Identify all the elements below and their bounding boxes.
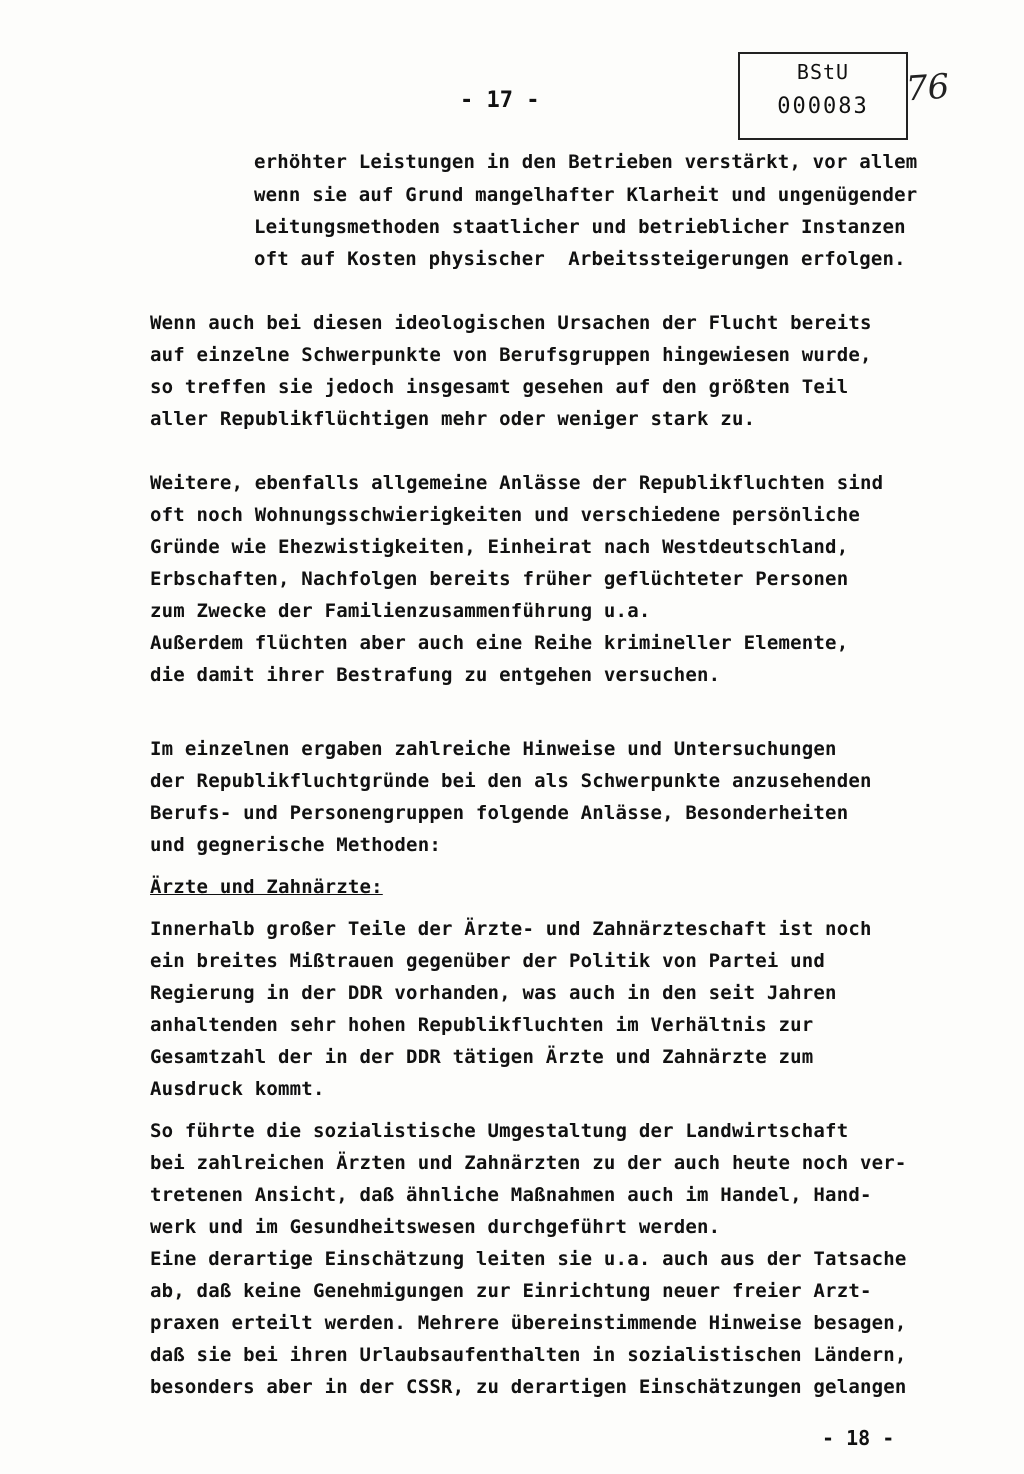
text-line: oft auf Kosten physischer Arbeitssteigerungen erfolgen. [254,248,906,270]
text-line: wenn sie auf Grund mangelhafter Klarheit und ungenügender [254,184,918,206]
text-line: Weitere, ebenfalls allgemeine Anlässe der Republikfluchten sind [150,472,884,494]
text-line: Wenn auch bei diesen ideologischen Ursachen der Flucht bereits [150,312,872,334]
text-line: Ausdruck kommt. [150,1078,325,1100]
text-line: werk und im Gesundheitswesen durchgeführt werden. [150,1216,721,1238]
section-heading: Ärzte und Zahnärzte: [150,876,383,898]
text-line: Leitungsmethoden staatlicher und betrieblicher Instanzen [254,216,906,238]
text-line: besonders aber in der CSSR, zu derartigen Einschätzungen gelangen [150,1376,907,1398]
text-line: praxen erteilt werden. Mehrere übereinstimmende Hinweise besagen, [150,1312,907,1334]
text-line: aller Republikflüchtigen mehr oder weniger stark zu. [150,408,756,430]
text-line: tretenen Ansicht, daß ähnliche Maßnahmen auch im Handel, Hand- [150,1184,872,1206]
text-line: anhaltenden sehr hohen Republikfluchten im Verhältnis zur [150,1014,814,1036]
text-line: bei zahlreichen Ärzten und Zahnärzten zu der auch heute noch ver- [150,1152,907,1174]
text-line: Außerdem flüchten aber auch eine Reihe krimineller Elemente, [150,632,849,654]
text-line: erhöhter Leistungen in den Betrieben verstärkt, vor allem [254,151,918,173]
text-line: zum Zwecke der Familienzusammenführung u.a. [150,600,651,622]
text-line: so treffen sie jedoch insgesamt gesehen auf den größten Teil [150,376,849,398]
text-line: der Republikfluchtgründe bei den als Schwerpunkte anzusehenden [150,770,872,792]
text-line: Innerhalb großer Teile der Ärzte- und Zahnärzteschaft ist noch [150,918,872,940]
text-line: daß sie bei ihren Urlaubsaufenthalten in sozialistischen Ländern, [150,1344,907,1366]
stamp-number: 000083 [777,94,869,119]
text-line: Regierung in der DDR vorhanden, was auch in den seit Jahren [150,982,837,1004]
handwritten-page-number: 76 [904,66,951,110]
text-line: So führte die sozialistische Umgestaltung der Landwirtschaft [150,1120,849,1142]
text-line: auf einzelne Schwerpunkte von Berufsgruppen hingewiesen wurde, [150,344,872,366]
text-line: die damit ihrer Bestrafung zu entgehen versuchen. [150,664,721,686]
text-line: und gegnerische Methoden: [150,834,441,856]
text-line: Erbschaften, Nachfolgen bereits früher geflüchteter Personen [150,568,849,590]
text-line: Im einzelnen ergaben zahlreiche Hinweise und Untersuchungen [150,738,837,760]
text-line: oft noch Wohnungsschwierigkeiten und verschiedene persönliche [150,504,860,526]
text-line: Eine derartige Einschätzung leiten sie u.a. auch aus der Tatsache [150,1248,907,1270]
text-line: Gründe wie Ehezwistigkeiten, Einheirat nach Westdeutschland, [150,536,849,558]
page-number: - 17 - [460,88,540,113]
text-line: Berufs- und Personengruppen folgende Anlässe, Besonderheiten [150,802,849,824]
stamp-label: BStU [796,60,850,84]
next-page-number: - 18 - [822,1426,895,1450]
text-line: Gesamtzahl der in der DDR tätigen Ärzte und Zahnärzte zum [150,1046,814,1068]
text-line: ein breites Mißtrauen gegenüber der Politik von Partei und [150,950,826,972]
text-line: ab, daß keine Genehmigungen zur Einrichtung neuer freier Arzt- [150,1280,872,1302]
archive-stamp [738,52,908,140]
